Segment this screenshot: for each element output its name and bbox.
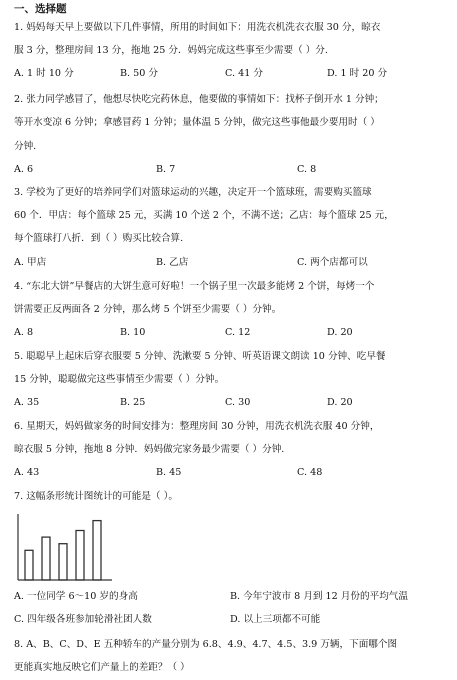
question-3-line-3: 每个篮球打八折．到（ ）购买比较合算. — [14, 233, 184, 244]
bar-2 — [42, 537, 50, 580]
q5-option-d[interactable]: D. 20 — [327, 397, 353, 408]
question-1-line-2: 服 3 分，整理房间 13 分，拖地 25 分．妈妈完成这些事至少需要（ ）分. — [14, 45, 328, 56]
question-8-line-1: 8. A、B、C、D、E 五种轿车的产量分别为 6.8、4.9、4.7、4.5、3.9 万辆，下面哪个图 — [14, 639, 398, 650]
question-2-line-3: 分钟. — [14, 141, 37, 152]
q5-option-c[interactable]: C. 30 — [225, 397, 251, 408]
q1-option-d[interactable]: D. 1 时 20 分 — [327, 68, 388, 79]
q2-option-a[interactable]: A. 6 — [14, 164, 34, 175]
question-2-line-1: 2. 张力同学感冒了，他想尽快吃完药休息，他要做的事情如下：找杯子倒开水 1 分钟； — [14, 94, 384, 105]
q4-option-c[interactable]: C. 12 — [225, 327, 251, 338]
q1-option-b[interactable]: B. 50 分 — [120, 68, 159, 79]
question-3-line-1: 3. 学校为了更好的培养同学们对篮球运动的兴趣，决定开一个篮球班，需要购买篮球 — [14, 187, 372, 198]
q3-option-b[interactable]: B. 乙店 — [156, 257, 189, 268]
q4-option-d[interactable]: D. 20 — [327, 327, 353, 338]
bar-4 — [76, 531, 84, 581]
q6-option-b[interactable]: B. 45 — [156, 467, 182, 478]
q7-option-c[interactable]: C. 四年级各班参加轮滑社团人数 — [14, 614, 152, 625]
question-5-line-1: 5. 聪聪早上起床后穿衣服要 5 分钟、洗漱要 5 分钟、听英语课文朗读 10 分钟、吃早餐 — [14, 351, 386, 362]
bar-5 — [93, 521, 101, 580]
question-3-line-2: 60 个．甲店：每个篮球 25 元，买满 10 个送 2 个，不满不送；乙店：每个篮球 25 元， — [14, 210, 394, 221]
question-4-line-1: 4. “东北大饼”早餐店的大饼生意可好啦！一个锅子里一次最多能烤 2 个饼，每烤一个 — [14, 281, 375, 292]
bar-chart-bars — [25, 521, 101, 580]
section-title: 一、选择题 — [14, 3, 67, 15]
question-5-line-2: 15 分钟，聪聪做完这些事情至少需要（ ）分钟。 — [14, 374, 225, 385]
q7-option-a[interactable]: A. 一位同学 6～10 岁的身高 — [14, 591, 138, 602]
question-6-line-2: 晾衣服 5 分钟，拖地 8 分钟．妈妈做完家务最少需要（ ）分钟. — [14, 444, 285, 455]
q2-option-c[interactable]: C. 8 — [297, 164, 317, 175]
q5-option-b[interactable]: B. 25 — [120, 397, 146, 408]
q2-option-b[interactable]: B. 7 — [156, 164, 176, 175]
q4-option-a[interactable]: A. 8 — [14, 327, 34, 338]
q7-option-b[interactable]: B. 今年宁波市 8 月到 12 月份的平均气温 — [230, 591, 408, 602]
q1-option-c[interactable]: C. 41 分 — [225, 68, 263, 79]
q1-option-a[interactable]: A. 1 时 10 分 — [14, 68, 74, 79]
q5-option-a[interactable]: A. 35 — [14, 397, 40, 408]
bar-1 — [25, 550, 33, 580]
bar-3 — [59, 544, 67, 580]
question-2-line-2: 等开水变凉 6 分钟；拿感冒药 1 分钟；量体温 5 分钟，做完这些事他最少要用时（ ） — [14, 117, 380, 128]
question-7-line-1: 7. 这幅条形统计图统计的可能是（ ）。 — [14, 491, 178, 502]
q6-option-c[interactable]: C. 48 — [297, 467, 323, 478]
q6-option-a[interactable]: A. 43 — [14, 467, 40, 478]
question-1-line-1: 1. 妈妈每天早上要做以下几件事情，所用的时间如下：用洗衣机洗衣衣服 30 分，晾衣 — [14, 22, 381, 33]
question-8-line-2: 更能真实地反映它们产量上的差距？（ ） — [14, 662, 190, 673]
q3-option-c[interactable]: C. 两个店都可以 — [297, 257, 368, 268]
bar-chart — [14, 512, 114, 586]
q4-option-b[interactable]: B. 10 — [120, 327, 146, 338]
q3-option-a[interactable]: A. 甲店 — [14, 257, 47, 268]
q7-option-d[interactable]: D. 以上三项都不可能 — [230, 614, 321, 625]
question-4-line-2: 饼需要正反两面各 2 分钟，那么烤 5 个饼至少需要（ ）分钟。 — [14, 304, 282, 315]
question-6-line-1: 6. 星期天，妈妈做家务的时间安排为：整理房间 30 分钟，用洗衣机洗衣服 40 分钟， — [14, 421, 380, 432]
